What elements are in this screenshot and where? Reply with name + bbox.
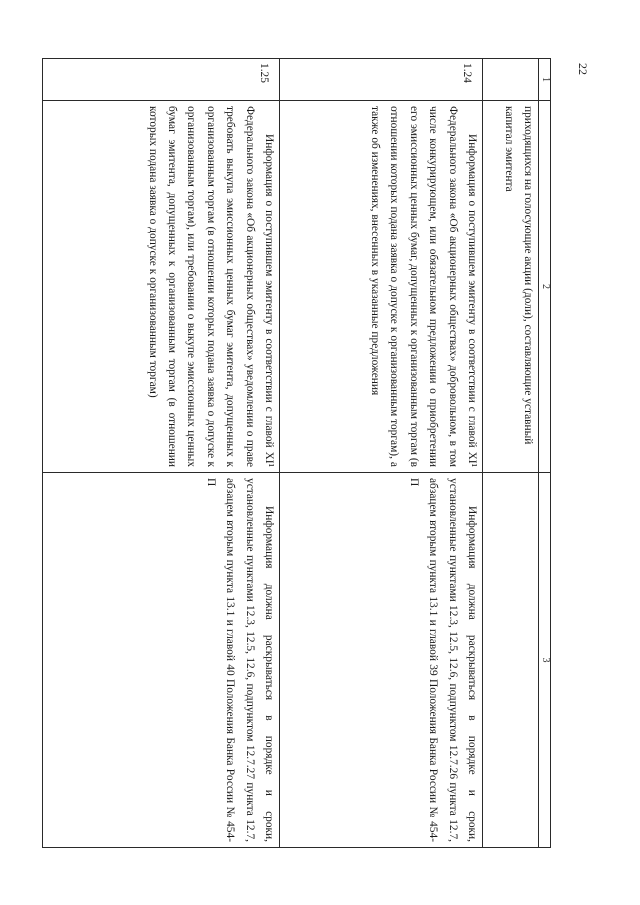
row-requirement: Информация должна раскрываться в порядке и сроки, установленные пунктами 12.3, 12.5, 12.6, подпунктом 12.7.27 пункта 12.7, абзацем вторым пункта 13.1 и главой 40 Положения Банка России № 454-П	[204, 478, 275, 842]
column-number-2: 2	[539, 101, 551, 473]
continuation-description: приходящихся на голосующие акции (доли), составляющие уставный капитал эмитента	[483, 101, 539, 473]
rotated-page-content	[42, 58, 551, 847]
table-row	[43, 59, 280, 848]
row-id: 1.24	[280, 59, 483, 101]
row-requirement: Информация должна раскрываться в порядке и сроки, установленные пунктами 12.3, 12.5, 12.6, подпунктом 12.7.26 пункта 12.7, абзацем вторым пункта 13.1 и главой 39 Положения Банка России № 454-П	[407, 478, 478, 842]
continuation-requirement	[483, 473, 539, 848]
column-number-3: 3	[539, 473, 551, 848]
page-number: 22	[576, 63, 590, 75]
row-id: 1.25	[43, 59, 280, 101]
column-number-row	[539, 59, 551, 848]
disclosure-table	[42, 58, 551, 848]
column-number-1: 1	[539, 59, 551, 101]
continuation-id-cell	[483, 59, 539, 101]
continuation-row	[483, 59, 539, 848]
row-description: Информация о поступившем эмитенту в соответствии с главой XI¹ Федерального закона «Об акционерных обществах» уведомлении о праве требовать выкупа эмиссионных ценных бумаг эмитента, допущенных к организованным торгам (в отношении которых подана заявка о допуске к организованным торгам), или требовании о выкупе эмиссионных ценных бумаг эмитента, допущенных к организованным торгам (в отношении которых подана заявка о допуске к организованным торгам)	[146, 106, 275, 467]
row-description: Информация о поступившем эмитенту в соответствии с главой XI¹ Федерального закона «Об акционерных обществах» добровольном, в том числе конкурирующем, или обязательном предложении о приобретении его эмиссионных ценных бумаг, допущенных к организованным торгам (в отношении которых подана заявка о допуске к организованным торгам), а также об изменениях, внесенных в указанные предложения	[369, 106, 478, 467]
table-row	[280, 59, 483, 848]
